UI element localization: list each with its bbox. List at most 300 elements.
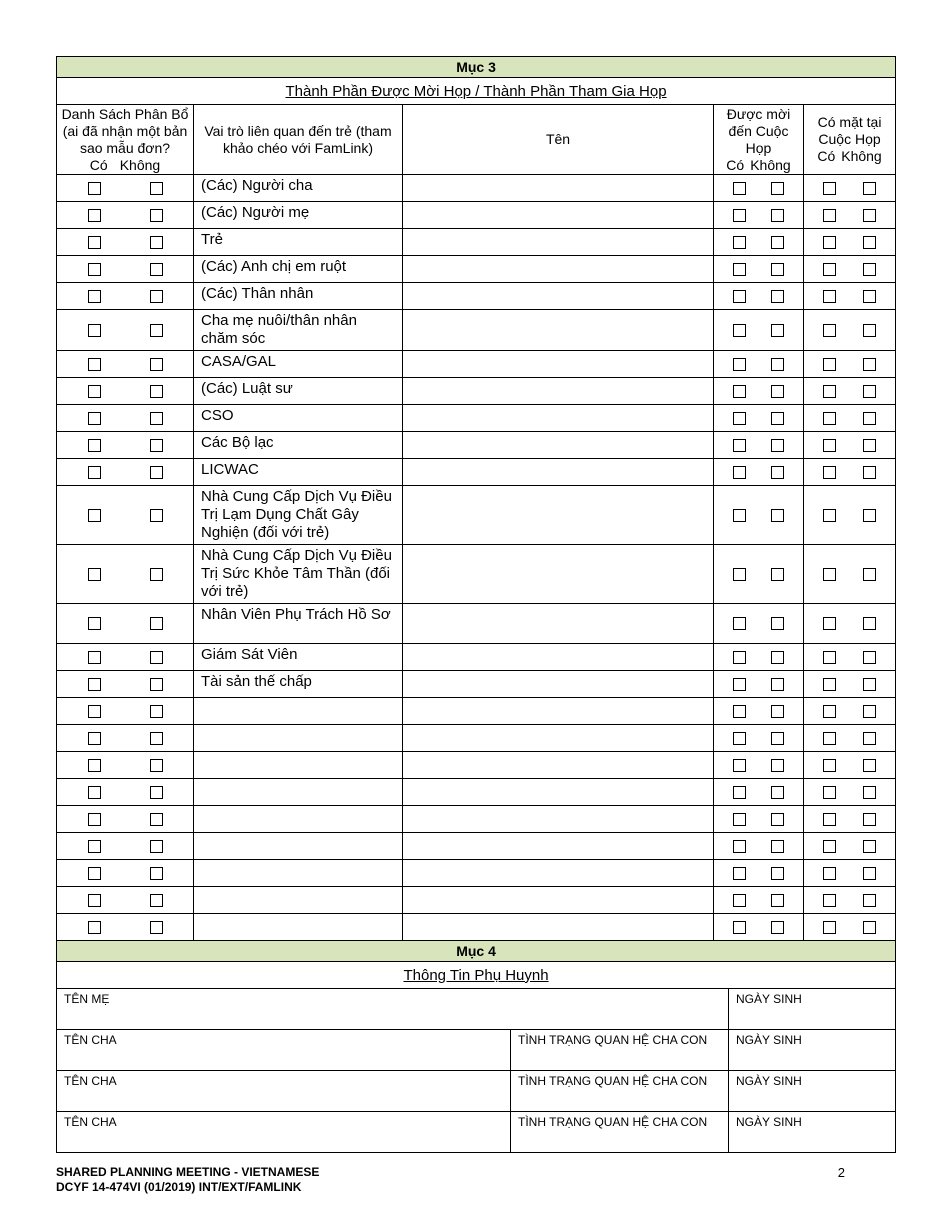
present-no-checkbox[interactable] xyxy=(863,678,876,691)
invited-yes-checkbox[interactable] xyxy=(733,182,746,195)
invited-no-checkbox[interactable] xyxy=(771,921,784,934)
present-cell xyxy=(804,432,896,459)
distribution-no-checkbox[interactable] xyxy=(150,466,163,479)
distribution-no-checkbox[interactable] xyxy=(150,324,163,337)
present-no-checkbox[interactable] xyxy=(863,466,876,479)
present-no-checkbox[interactable] xyxy=(863,439,876,452)
invited-cell xyxy=(714,833,804,860)
name-cell[interactable] xyxy=(403,698,714,725)
distribution-yes-checkbox[interactable] xyxy=(88,867,101,880)
invited-no-checkbox[interactable] xyxy=(771,840,784,853)
father-dob-field[interactable]: NGÀY SINH xyxy=(729,1071,896,1112)
present-no-checkbox[interactable] xyxy=(863,358,876,371)
distribution-no-checkbox[interactable] xyxy=(150,509,163,522)
present-cell xyxy=(804,806,896,833)
distribution-yes-checkbox[interactable] xyxy=(88,840,101,853)
name-cell[interactable] xyxy=(403,378,714,405)
section4-heading: Mục 4 xyxy=(57,941,896,962)
invited-cell xyxy=(714,806,804,833)
paternity-status-field[interactable]: TÌNH TRẠNG QUAN HỆ CHA CON xyxy=(511,1030,729,1071)
attendee-row xyxy=(57,644,896,671)
present-yes-checkbox[interactable] xyxy=(823,617,836,630)
invited-no-checkbox[interactable] xyxy=(771,324,784,337)
name-cell[interactable] xyxy=(403,405,714,432)
present-no-checkbox[interactable] xyxy=(863,705,876,718)
invited-no-checkbox[interactable] xyxy=(771,568,784,581)
invited-yes-checkbox[interactable] xyxy=(733,759,746,772)
attendee-row xyxy=(57,860,896,887)
present-cell xyxy=(804,351,896,378)
role-cell[interactable] xyxy=(194,860,403,887)
distribution-no-checkbox[interactable] xyxy=(150,412,163,425)
present-yes-checkbox[interactable] xyxy=(823,439,836,452)
name-cell[interactable] xyxy=(403,860,714,887)
distribution-yes-checkbox[interactable] xyxy=(88,705,101,718)
present-cell xyxy=(804,175,896,202)
invited-no-checkbox[interactable] xyxy=(771,290,784,303)
attendee-row xyxy=(57,671,896,698)
distribution-yes-checkbox[interactable] xyxy=(88,813,101,826)
distribution-yes-checkbox[interactable] xyxy=(88,894,101,907)
present-no-checkbox[interactable] xyxy=(863,813,876,826)
invited-yes-checkbox[interactable] xyxy=(733,840,746,853)
distribution-yes-checkbox[interactable] xyxy=(88,651,101,664)
distribution-no-checkbox[interactable] xyxy=(150,921,163,934)
name-cell[interactable] xyxy=(403,779,714,806)
invited-cell xyxy=(714,405,804,432)
invited-no-checkbox[interactable] xyxy=(771,867,784,880)
invited-no-checkbox[interactable] xyxy=(771,705,784,718)
distribution-no-checkbox[interactable] xyxy=(150,840,163,853)
name-cell[interactable] xyxy=(403,202,714,229)
invited-no-checkbox[interactable] xyxy=(771,236,784,249)
section4-table xyxy=(56,988,896,1153)
invited-yes-checkbox[interactable] xyxy=(733,439,746,452)
father-name-field[interactable]: TÊN CHA xyxy=(57,1030,511,1071)
role-cell[interactable] xyxy=(194,725,403,752)
invited-no-checkbox[interactable] xyxy=(771,182,784,195)
name-cell[interactable] xyxy=(403,604,714,644)
name-cell[interactable] xyxy=(403,752,714,779)
invited-yes-checkbox[interactable] xyxy=(733,324,746,337)
invited-cell xyxy=(714,432,804,459)
attendee-row xyxy=(57,378,896,405)
invited-no-checkbox[interactable] xyxy=(771,263,784,276)
col-present-label: Có mặt tại Cuộc Họp xyxy=(817,114,882,147)
distribution-yes-checkbox[interactable] xyxy=(88,617,101,630)
role-cell: Các Bộ lạc xyxy=(194,432,403,459)
attendee-row xyxy=(57,779,896,806)
present-no-checkbox[interactable] xyxy=(863,759,876,772)
col-invited-label: Được mời đến Cuộc Họp xyxy=(726,105,791,156)
distribution-yes-checkbox[interactable] xyxy=(88,786,101,799)
distribution-cell xyxy=(57,604,194,644)
role-cell[interactable] xyxy=(194,806,403,833)
invited-no-checkbox[interactable] xyxy=(771,786,784,799)
name-cell[interactable] xyxy=(403,725,714,752)
present-no-checkbox[interactable] xyxy=(863,509,876,522)
distribution-yes-checkbox[interactable] xyxy=(88,678,101,691)
invited-yes-checkbox[interactable] xyxy=(733,412,746,425)
present-yes-checkbox[interactable] xyxy=(823,840,836,853)
section3-subheading: Thành Phần Được Mời Họp / Thành Phần Tham Gia Họp xyxy=(57,78,896,105)
role-cell: Trẻ xyxy=(194,229,403,256)
invited-yes-checkbox[interactable] xyxy=(733,651,746,664)
present-yes-checkbox[interactable] xyxy=(823,466,836,479)
father-name-field[interactable]: TÊN CHA xyxy=(57,1071,511,1112)
invited-no-checkbox[interactable] xyxy=(771,813,784,826)
invited-yes-checkbox[interactable] xyxy=(733,466,746,479)
invited-cell xyxy=(714,202,804,229)
invited-yes-checkbox[interactable] xyxy=(733,678,746,691)
invited-cell xyxy=(714,229,804,256)
present-no-checkbox[interactable] xyxy=(863,263,876,276)
attendee-row xyxy=(57,486,896,545)
present-yes-checkbox[interactable] xyxy=(823,705,836,718)
col-distribution-header xyxy=(57,105,194,175)
invited-cell xyxy=(714,459,804,486)
present-no-checkbox[interactable] xyxy=(863,732,876,745)
attendee-row xyxy=(57,698,896,725)
section3-heading: Mục 3 xyxy=(57,57,896,78)
invited-yes-checkbox[interactable] xyxy=(733,290,746,303)
role-cell: Cha mẹ nuôi/thân nhân chăm sóc xyxy=(194,310,403,351)
distribution-no-checkbox[interactable] xyxy=(150,290,163,303)
attendee-row xyxy=(57,310,896,351)
present-yes-checkbox[interactable] xyxy=(823,324,836,337)
invited-cell xyxy=(714,378,804,405)
attendee-row xyxy=(57,283,896,310)
father-name-field[interactable]: TÊN CHA xyxy=(57,1112,511,1153)
name-cell[interactable] xyxy=(403,310,714,351)
attendee-row xyxy=(57,806,896,833)
present-yes-checkbox[interactable] xyxy=(823,894,836,907)
name-cell[interactable] xyxy=(403,914,714,941)
present-yes-checkbox[interactable] xyxy=(823,732,836,745)
present-cell xyxy=(804,779,896,806)
name-cell[interactable] xyxy=(403,644,714,671)
present-cell xyxy=(804,283,896,310)
distribution-yes-checkbox[interactable] xyxy=(88,385,101,398)
col-role-header: Vai trò liên quan đến trẻ (tham khảo chéo với FamLink) xyxy=(194,105,403,175)
present-cell xyxy=(804,202,896,229)
invited-cell xyxy=(714,175,804,202)
form-footer xyxy=(56,1165,895,1195)
distribution-yes-checkbox[interactable] xyxy=(88,290,101,303)
invited-cell xyxy=(714,310,804,351)
role-cell: (Các) Luật sư xyxy=(194,378,403,405)
father-dob-field[interactable]: NGÀY SINH xyxy=(729,1030,896,1071)
invited-yes-checkbox[interactable] xyxy=(733,509,746,522)
paternity-status-field[interactable]: TÌNH TRẠNG QUAN HỆ CHA CON xyxy=(511,1112,729,1153)
invited-yes-checkbox[interactable] xyxy=(733,894,746,907)
invited-cell xyxy=(714,698,804,725)
invited-yes-checkbox[interactable] xyxy=(733,209,746,222)
present-no-checkbox[interactable] xyxy=(863,568,876,581)
col-present-header xyxy=(804,105,896,175)
distribution-yes-checkbox[interactable] xyxy=(88,466,101,479)
present-cell xyxy=(804,887,896,914)
present-cell xyxy=(804,486,896,545)
role-cell: LICWAC xyxy=(194,459,403,486)
role-cell: Giám Sát Viên xyxy=(194,644,403,671)
distribution-no-checkbox[interactable] xyxy=(150,236,163,249)
distribution-yes-checkbox[interactable] xyxy=(88,509,101,522)
present-no-checkbox[interactable] xyxy=(863,840,876,853)
invited-yes-checkbox[interactable] xyxy=(733,867,746,880)
form-page xyxy=(56,56,895,1153)
invited-yes-checkbox[interactable] xyxy=(733,236,746,249)
invited-no-checkbox[interactable] xyxy=(771,759,784,772)
invited-no-checkbox[interactable] xyxy=(771,358,784,371)
distribution-cell xyxy=(57,459,194,486)
present-cell xyxy=(804,545,896,604)
invited-cell xyxy=(714,256,804,283)
invited-yes-checkbox[interactable] xyxy=(733,732,746,745)
present-no-checkbox[interactable] xyxy=(863,324,876,337)
present-yes-checkbox[interactable] xyxy=(823,263,836,276)
role-cell[interactable] xyxy=(194,752,403,779)
present-yes-checkbox[interactable] xyxy=(823,867,836,880)
distribution-cell xyxy=(57,833,194,860)
name-cell[interactable] xyxy=(403,432,714,459)
attendee-row xyxy=(57,914,896,941)
present-no-checkbox[interactable] xyxy=(863,867,876,880)
present-cell xyxy=(804,256,896,283)
invited-no-checkbox[interactable] xyxy=(771,466,784,479)
present-cell xyxy=(804,310,896,351)
present-no-checkbox[interactable] xyxy=(863,385,876,398)
present-yes-checkbox[interactable] xyxy=(823,385,836,398)
name-cell[interactable] xyxy=(403,833,714,860)
attendee-row xyxy=(57,432,896,459)
invited-cell xyxy=(714,604,804,644)
distribution-no-checkbox[interactable] xyxy=(150,894,163,907)
name-cell[interactable] xyxy=(403,229,714,256)
role-cell[interactable] xyxy=(194,779,403,806)
distribution-yes-checkbox[interactable] xyxy=(88,182,101,195)
name-cell[interactable] xyxy=(403,806,714,833)
invited-cell xyxy=(714,283,804,310)
distribution-no-checkbox[interactable] xyxy=(150,651,163,664)
present-yes-checkbox[interactable] xyxy=(823,182,836,195)
distribution-cell xyxy=(57,486,194,545)
distribution-cell xyxy=(57,432,194,459)
father-dob-field[interactable]: NGÀY SINH xyxy=(729,1112,896,1153)
distribution-cell xyxy=(57,202,194,229)
invited-no-checkbox[interactable] xyxy=(771,617,784,630)
invited-no-checkbox[interactable] xyxy=(771,412,784,425)
distribution-yes-checkbox[interactable] xyxy=(88,439,101,452)
present-yes-checkbox[interactable] xyxy=(823,509,836,522)
invited-cell xyxy=(714,725,804,752)
distribution-cell xyxy=(57,752,194,779)
present-no-checkbox[interactable] xyxy=(863,617,876,630)
invited-yes-checkbox[interactable] xyxy=(733,263,746,276)
distribution-no-checkbox[interactable] xyxy=(150,705,163,718)
name-cell[interactable] xyxy=(403,486,714,545)
invited-no-checkbox[interactable] xyxy=(771,678,784,691)
invited-yes-checkbox[interactable] xyxy=(733,358,746,371)
present-yes-checkbox[interactable] xyxy=(823,568,836,581)
present-yes-checkbox[interactable] xyxy=(823,651,836,664)
distribution-yes-checkbox[interactable] xyxy=(88,209,101,222)
distribution-yes-checkbox[interactable] xyxy=(88,324,101,337)
distribution-yes-checkbox[interactable] xyxy=(88,236,101,249)
present-no-checkbox[interactable] xyxy=(863,290,876,303)
present-no-checkbox[interactable] xyxy=(863,894,876,907)
attendee-row xyxy=(57,229,896,256)
role-cell[interactable] xyxy=(194,887,403,914)
name-cell[interactable] xyxy=(403,175,714,202)
role-cell: (Các) Người mẹ xyxy=(194,202,403,229)
invited-no-checkbox[interactable] xyxy=(771,509,784,522)
mother-name-field[interactable]: TÊN MẸ xyxy=(57,989,729,1030)
name-cell[interactable] xyxy=(403,351,714,378)
distribution-cell xyxy=(57,545,194,604)
invited-cell xyxy=(714,644,804,671)
present-cell xyxy=(804,860,896,887)
distribution-cell xyxy=(57,644,194,671)
distribution-cell xyxy=(57,887,194,914)
attendee-row xyxy=(57,725,896,752)
mother-dob-field[interactable]: NGÀY SINH xyxy=(729,989,896,1030)
paternity-status-field[interactable]: TÌNH TRẠNG QUAN HỆ CHA CON xyxy=(511,1071,729,1112)
invited-no-checkbox[interactable] xyxy=(771,439,784,452)
invited-yes-checkbox[interactable] xyxy=(733,568,746,581)
distribution-yes-checkbox[interactable] xyxy=(88,759,101,772)
invited-no-checkbox[interactable] xyxy=(771,385,784,398)
invited-no-checkbox[interactable] xyxy=(771,732,784,745)
invited-yes-checkbox[interactable] xyxy=(733,385,746,398)
present-no-checkbox[interactable] xyxy=(863,921,876,934)
distribution-no-checkbox[interactable] xyxy=(150,385,163,398)
distribution-no-checkbox[interactable] xyxy=(150,867,163,880)
distribution-cell xyxy=(57,806,194,833)
distribution-no-checkbox[interactable] xyxy=(150,732,163,745)
distribution-yes-checkbox[interactable] xyxy=(88,263,101,276)
distribution-no-checkbox[interactable] xyxy=(150,182,163,195)
invited-no-checkbox[interactable] xyxy=(771,209,784,222)
present-yes-checkbox[interactable] xyxy=(823,236,836,249)
invited-cell xyxy=(714,887,804,914)
invited-cell xyxy=(714,779,804,806)
present-no-checkbox[interactable] xyxy=(863,182,876,195)
present-cell xyxy=(804,833,896,860)
role-cell: (Các) Thân nhân xyxy=(194,283,403,310)
present-cell xyxy=(804,405,896,432)
yes-label: Có xyxy=(817,148,836,164)
distribution-cell xyxy=(57,671,194,698)
invited-yes-checkbox[interactable] xyxy=(733,921,746,934)
invited-yes-checkbox[interactable] xyxy=(733,617,746,630)
distribution-cell xyxy=(57,860,194,887)
role-cell[interactable] xyxy=(194,914,403,941)
name-cell[interactable] xyxy=(403,256,714,283)
present-no-checkbox[interactable] xyxy=(863,651,876,664)
distribution-no-checkbox[interactable] xyxy=(150,358,163,371)
present-cell xyxy=(804,378,896,405)
invited-no-checkbox[interactable] xyxy=(771,651,784,664)
present-cell xyxy=(804,752,896,779)
name-cell[interactable] xyxy=(403,459,714,486)
distribution-cell xyxy=(57,283,194,310)
present-yes-checkbox[interactable] xyxy=(823,786,836,799)
distribution-cell xyxy=(57,725,194,752)
name-cell[interactable] xyxy=(403,671,714,698)
name-cell[interactable] xyxy=(403,545,714,604)
present-yes-checkbox[interactable] xyxy=(823,813,836,826)
distribution-yes-checkbox[interactable] xyxy=(88,568,101,581)
present-no-checkbox[interactable] xyxy=(863,412,876,425)
present-cell xyxy=(804,604,896,644)
invited-no-checkbox[interactable] xyxy=(771,894,784,907)
distribution-yes-checkbox[interactable] xyxy=(88,412,101,425)
distribution-no-checkbox[interactable] xyxy=(150,678,163,691)
distribution-no-checkbox[interactable] xyxy=(150,568,163,581)
role-cell[interactable] xyxy=(194,698,403,725)
distribution-no-checkbox[interactable] xyxy=(150,209,163,222)
invited-yes-checkbox[interactable] xyxy=(733,705,746,718)
distribution-yes-checkbox[interactable] xyxy=(88,732,101,745)
present-yes-checkbox[interactable] xyxy=(823,290,836,303)
attendee-row xyxy=(57,545,896,604)
distribution-no-checkbox[interactable] xyxy=(150,813,163,826)
present-yes-checkbox[interactable] xyxy=(823,412,836,425)
attendee-row xyxy=(57,405,896,432)
yes-label: Có xyxy=(89,156,108,173)
distribution-no-checkbox[interactable] xyxy=(150,786,163,799)
distribution-no-checkbox[interactable] xyxy=(150,439,163,452)
present-yes-checkbox[interactable] xyxy=(823,358,836,371)
present-yes-checkbox[interactable] xyxy=(823,759,836,772)
present-cell xyxy=(804,914,896,941)
distribution-yes-checkbox[interactable] xyxy=(88,921,101,934)
invited-cell xyxy=(714,486,804,545)
present-no-checkbox[interactable] xyxy=(863,209,876,222)
present-cell xyxy=(804,459,896,486)
present-yes-checkbox[interactable] xyxy=(823,921,836,934)
invited-yes-checkbox[interactable] xyxy=(733,786,746,799)
invited-cell xyxy=(714,545,804,604)
distribution-cell xyxy=(57,256,194,283)
present-no-checkbox[interactable] xyxy=(863,786,876,799)
invited-cell xyxy=(714,752,804,779)
name-cell[interactable] xyxy=(403,283,714,310)
present-cell xyxy=(804,725,896,752)
present-yes-checkbox[interactable] xyxy=(823,678,836,691)
distribution-cell xyxy=(57,175,194,202)
distribution-no-checkbox[interactable] xyxy=(150,617,163,630)
role-cell: CASA/GAL xyxy=(194,351,403,378)
form-number: DCYF 14-474VI (01/2019) INT/EXT/FAMLINK xyxy=(56,1180,302,1194)
distribution-cell xyxy=(57,229,194,256)
attendee-row xyxy=(57,256,896,283)
attendee-row xyxy=(57,752,896,779)
distribution-no-checkbox[interactable] xyxy=(150,759,163,772)
attendee-rows xyxy=(57,175,896,941)
present-yes-checkbox[interactable] xyxy=(823,209,836,222)
distribution-no-checkbox[interactable] xyxy=(150,263,163,276)
present-cell xyxy=(804,644,896,671)
distribution-cell xyxy=(57,310,194,351)
present-no-checkbox[interactable] xyxy=(863,236,876,249)
role-cell[interactable] xyxy=(194,833,403,860)
invited-yes-checkbox[interactable] xyxy=(733,813,746,826)
name-cell[interactable] xyxy=(403,887,714,914)
distribution-yes-checkbox[interactable] xyxy=(88,358,101,371)
distribution-cell xyxy=(57,405,194,432)
